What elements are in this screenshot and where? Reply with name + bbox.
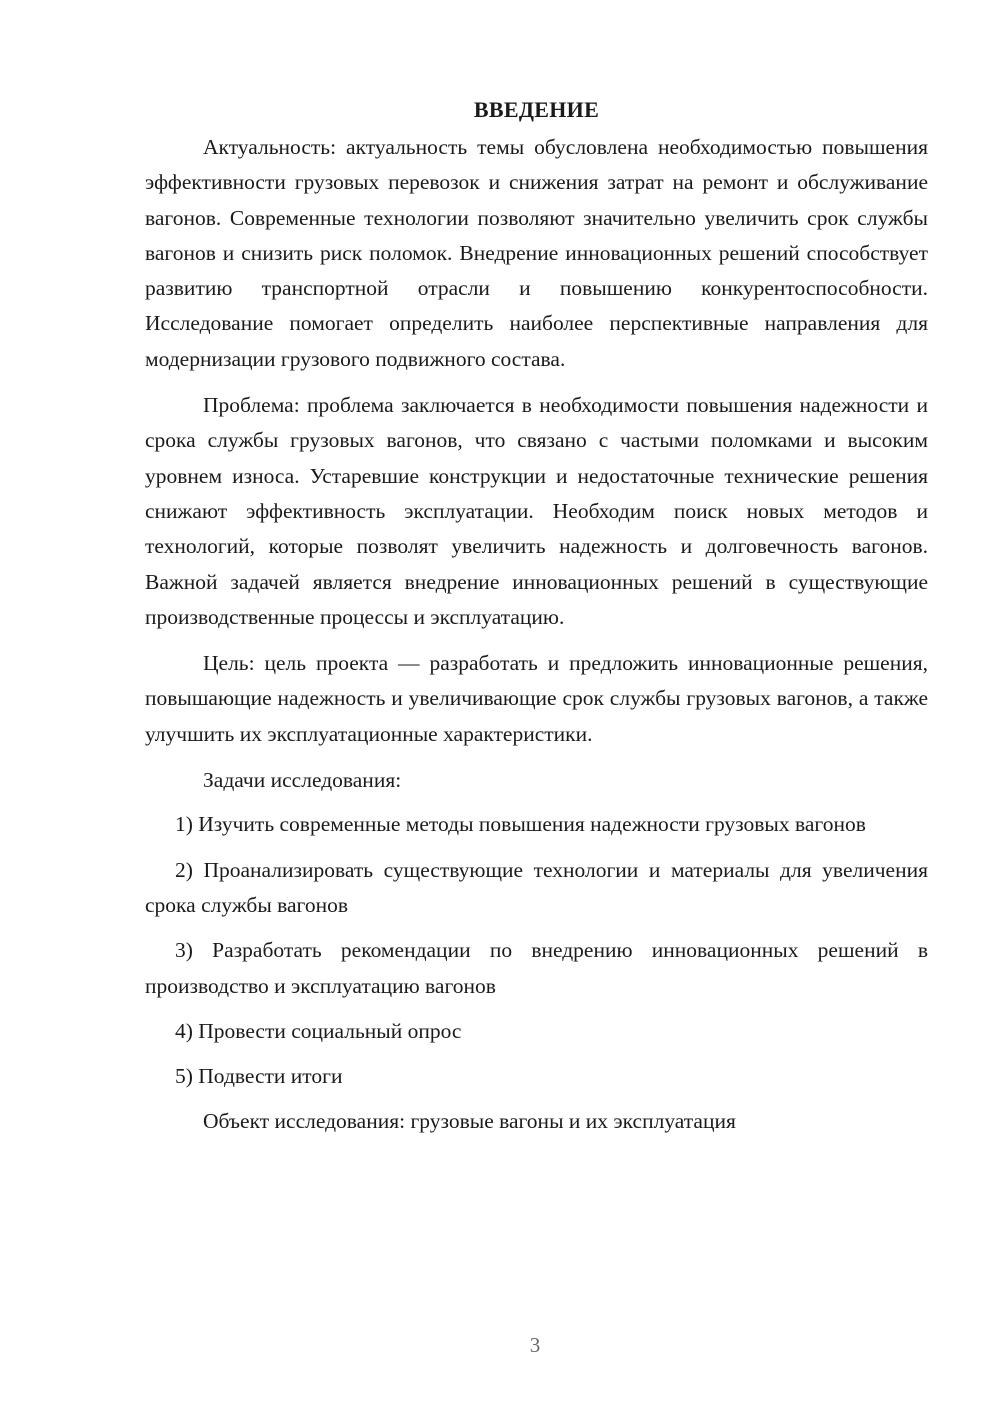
tasks-list xyxy=(145,807,928,1094)
task-item: 2) Проанализировать существующие технологии и материалы для увеличения срока службы вагонов xyxy=(145,857,928,917)
paragraph-problem: Проблема: проблема заключается в необходимости повышения надежности и срока службы грузовых вагонов, что связано с частыми поломками и высоким уровнем износа. Устаревшие конструкции и недостаточные технические решения снижают эффективность эксплуатации. Необходим поиск новых методов и технологий, которые позволят увеличить надежность и долговечность вагонов. Важной задачей является внедрение инновационных решений в существующие производственные процессы и эксплуатацию. xyxy=(145,393,928,629)
page-number: 3 xyxy=(529,1333,541,1357)
task-item: 3) Разработать рекомендации по внедрению инновационных решений в производство и эксплуатацию вагонов xyxy=(145,938,928,998)
task-item: 5) Подвести итоги xyxy=(175,1064,343,1089)
paragraph-relevance: Актуальность: актуальность темы обусловлена необходимостью повышения эффективности грузовых перевозок и снижения затрат на ремонт и обслуживание вагонов. Современные технологии позволяют значительно увеличить срок службы вагонов и снизить риск поломок. Внедрение инновационных решений способствует развитию транспортной отрасли и повышению конкурентоспособности. Исследование помогает определить наиболее перспективные направления для модернизации грузового подвижного состава. xyxy=(145,135,928,371)
document-heading: ВВЕДЕНИЕ xyxy=(473,97,600,122)
task-item: 1) Изучить современные методы повышения надежности грузовых вагонов xyxy=(175,812,866,837)
document-page xyxy=(145,92,928,1151)
tasks-heading: Задачи исследования: xyxy=(203,768,402,793)
task-item: 4) Провести социальный опрос xyxy=(175,1018,462,1043)
paragraph-goal: Цель: цель проекта — разработать и предложить инновационные решения, повышающие надежность и увеличивающие срок службы грузовых вагонов, а также улучшить их эксплуатационные характеристики. xyxy=(145,651,928,746)
paragraph-object: Объект исследования: грузовые вагоны и их эксплуатация xyxy=(203,1109,736,1134)
